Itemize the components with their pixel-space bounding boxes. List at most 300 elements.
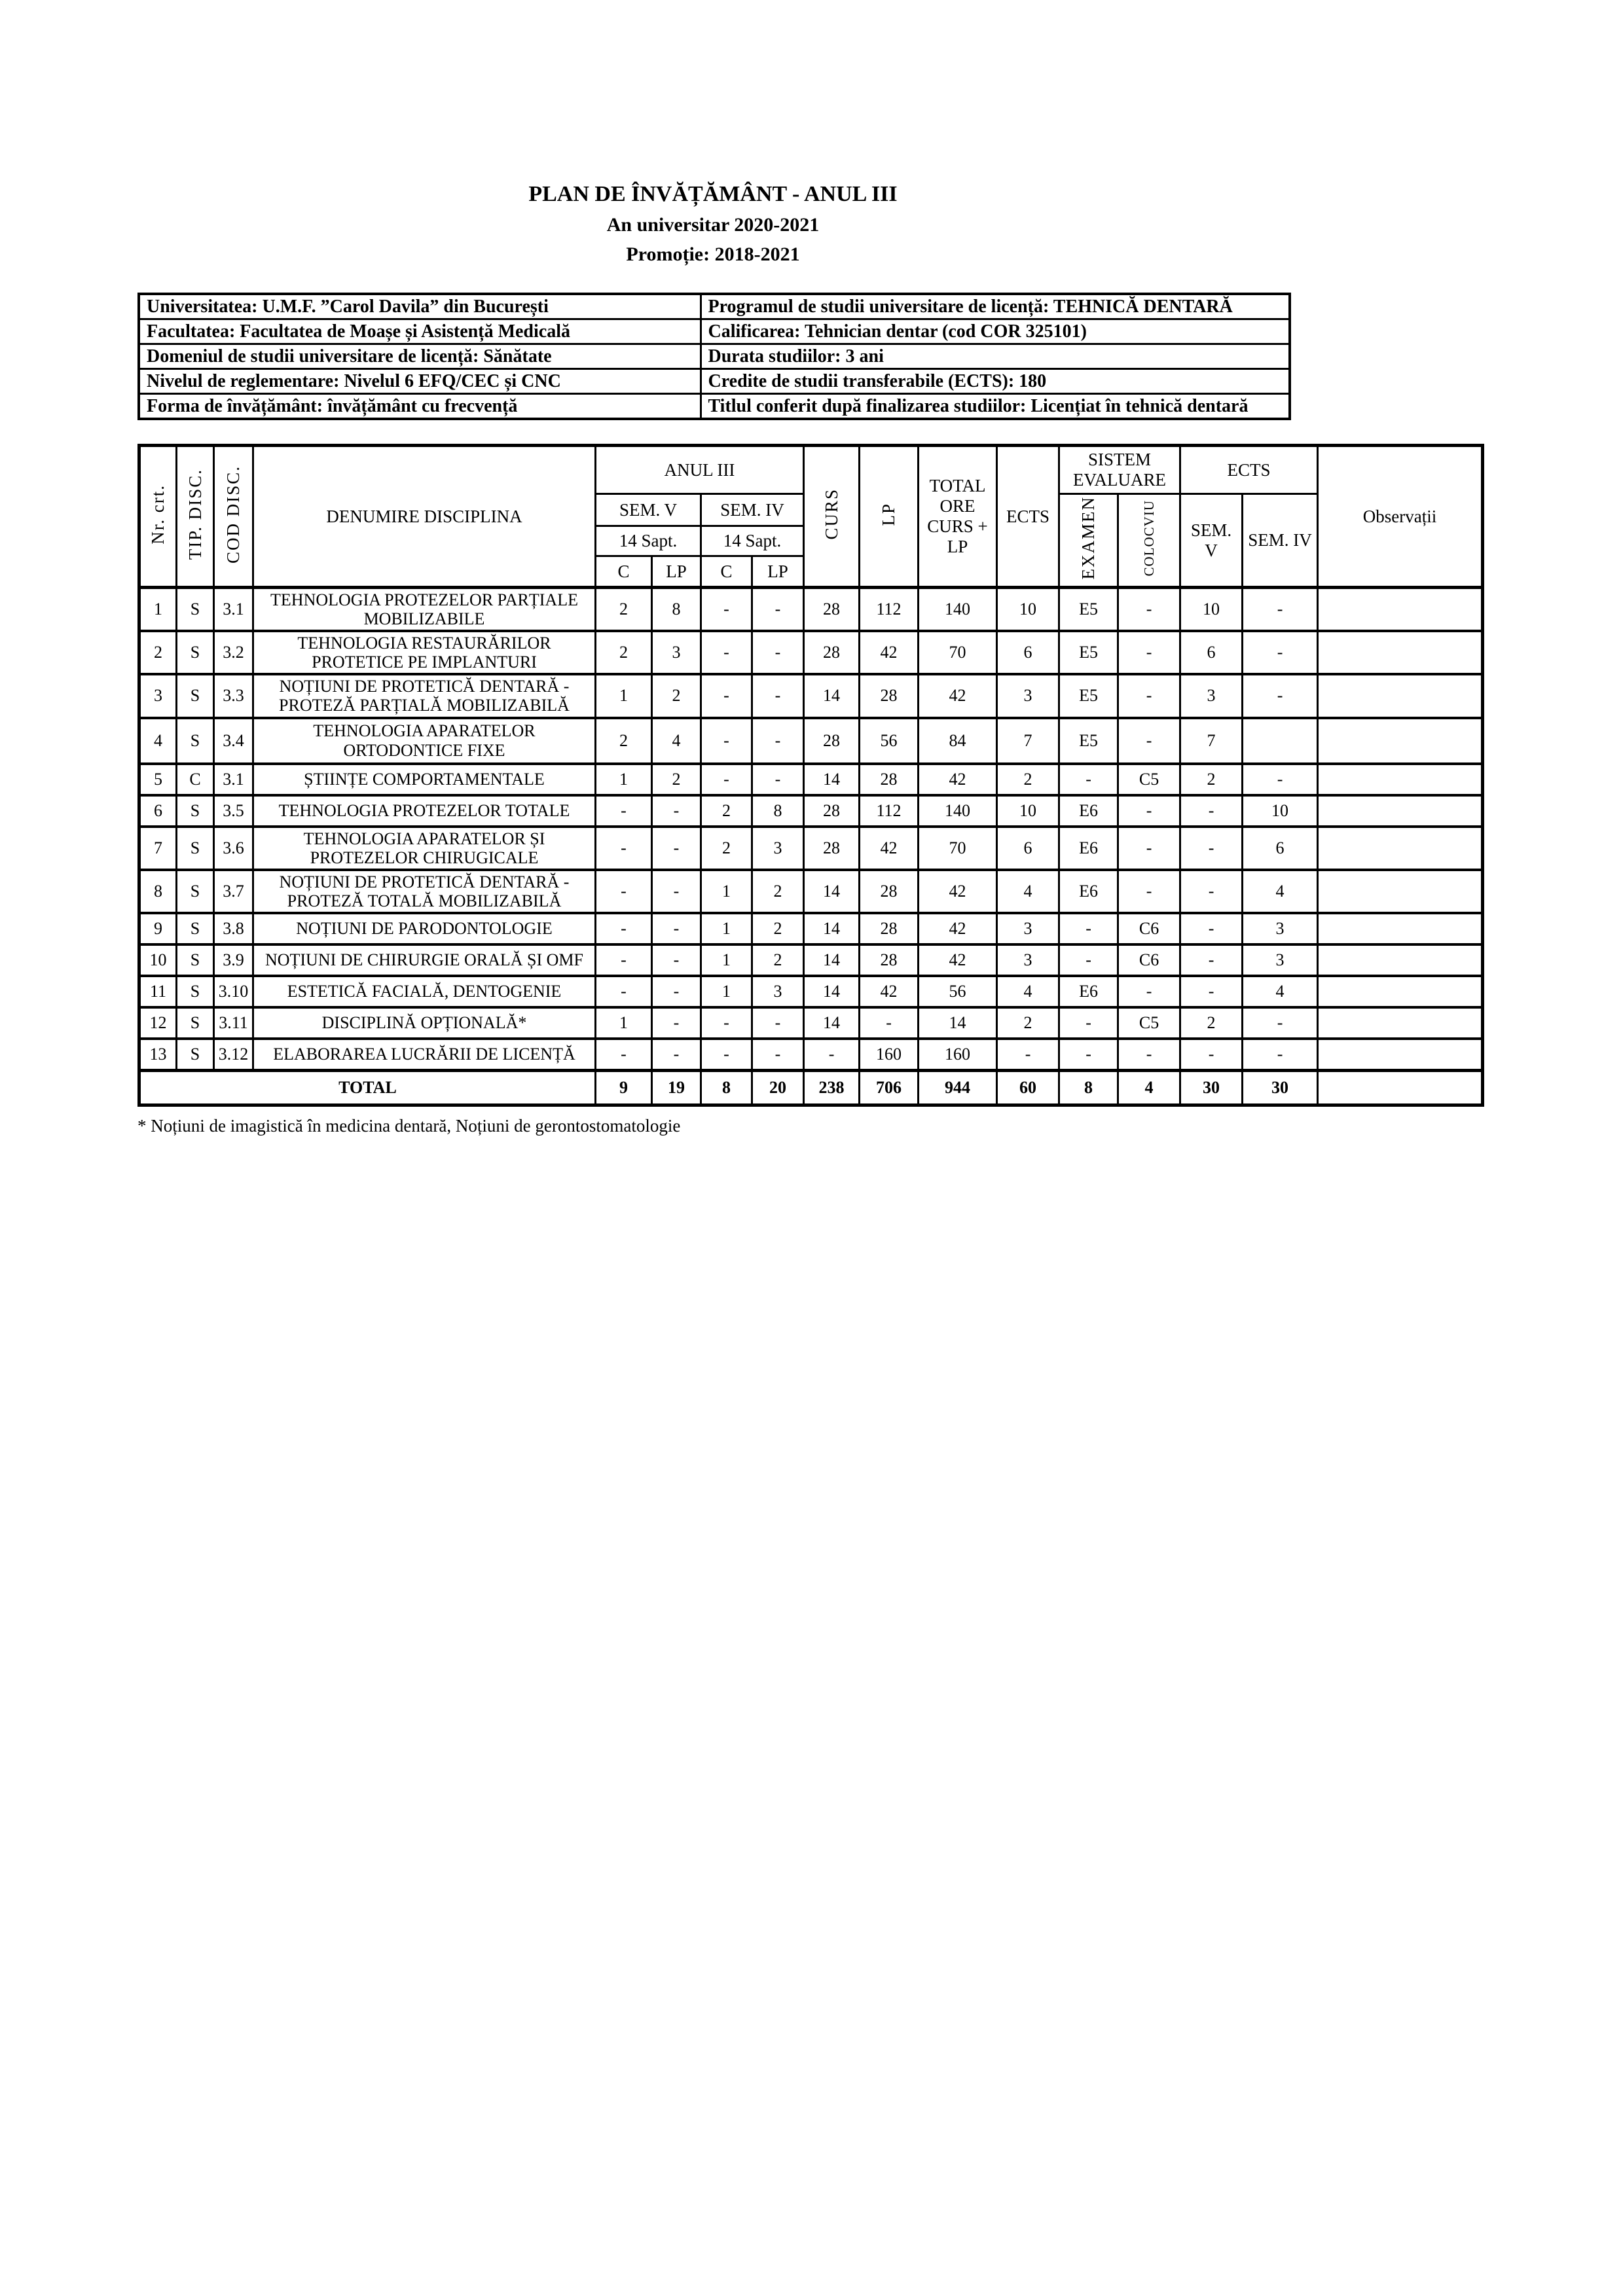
lp-label: LP [879, 502, 899, 526]
cell-denumire: NOȚIUNI DE PARODONTOLOGIE [253, 913, 596, 944]
cell-ects: 2 [997, 1007, 1059, 1039]
cell-examen: - [1059, 913, 1118, 944]
cell-sem-iv-lp: 3 [752, 976, 804, 1007]
cell-sem-iv-c: - [701, 587, 752, 631]
cell-sem-iv-lp: 2 [752, 944, 804, 976]
cell-total-ore-curs-lp: 140 [919, 587, 997, 631]
col-header-sem-v: SEM. V [596, 494, 701, 526]
cell-denumire: NOȚIUNI DE PROTETICĂ DENTARĂ - PROTEZĂ TOTALĂ MOBILIZABILĂ [253, 870, 596, 913]
cell-sem-iv-c: 1 [701, 913, 752, 944]
colocviu-label: COLOCVIU [1140, 499, 1157, 577]
col-header-lp-sem-iv: LP [752, 556, 804, 588]
total-cell-examen: 8 [1059, 1070, 1118, 1105]
cell-observatii [1318, 674, 1483, 717]
subtitle-promotion: Promoție: 2018-2021 [626, 243, 800, 266]
total-cell-ects: 60 [997, 1070, 1059, 1105]
examen-label: EXAMEN [1078, 496, 1099, 580]
info-calificarea: Calificarea: Tehnician dentar (cod COR 325101) [701, 319, 1290, 344]
col-header-sapt-v: 14 Sapt. [596, 526, 701, 556]
cell-examen: - [1059, 1039, 1118, 1071]
table-row [139, 587, 1483, 631]
cell-sem-iv-lp: - [752, 718, 804, 764]
cell-curs: 14 [804, 944, 860, 976]
cell-sem-v-c: - [596, 870, 652, 913]
col-header-lp-sem-v: LP [652, 556, 701, 588]
cell-ects-sem-iv: 3 [1243, 913, 1318, 944]
cell-observatii [1318, 913, 1483, 944]
cell-tip-disc: S [177, 827, 214, 870]
cell-examen: - [1059, 944, 1118, 976]
cell-observatii [1318, 587, 1483, 631]
cell-sem-v-c: 2 [596, 718, 652, 764]
cell-total-ore-curs-lp: 14 [919, 1007, 997, 1039]
cell-curs: 14 [804, 674, 860, 717]
cell-ects-sem-v: - [1180, 913, 1243, 944]
footnote: * Noțiuni de imagistică în medicina dentară, Noțiuni de gerontostomatologie [137, 1115, 681, 1136]
cell-total-ore-curs-lp: 56 [919, 976, 997, 1007]
cell-examen: E6 [1059, 976, 1118, 1007]
cell-sem-v-lp: - [652, 870, 701, 913]
cell-curs: 28 [804, 718, 860, 764]
cell-sem-iv-c: - [701, 718, 752, 764]
col-header-c-sem-v: C [596, 556, 652, 588]
cell-observatii [1318, 631, 1483, 674]
cell-sem-iv-lp: - [752, 674, 804, 717]
curriculum-table-head [139, 446, 1483, 588]
cell-sem-iv-lp: - [752, 1007, 804, 1039]
cell-tip-disc: S [177, 944, 214, 976]
cell-nr: 5 [139, 764, 177, 795]
cell-denumire: TEHNOLOGIA APARATELOR ORTODONTICE FIXE [253, 718, 596, 764]
cell-observatii [1318, 1007, 1483, 1039]
cell-observatii [1318, 764, 1483, 795]
col-header-tip-disc [177, 446, 214, 588]
cell-cod-disc: 3.4 [214, 718, 253, 764]
cell-total-ore-curs-lp: 42 [919, 944, 997, 976]
cell-ects-sem-iv: 6 [1243, 827, 1318, 870]
curriculum-table [137, 444, 1484, 1107]
cell-sem-iv-lp: 3 [752, 827, 804, 870]
col-header-ects-sem-v: SEM. V [1180, 494, 1243, 588]
subtitle-academic-year: An universitar 2020-2021 [606, 214, 820, 236]
cell-total-ore-curs-lp: 70 [919, 631, 997, 674]
cell-denumire: ELABORAREA LUCRĂRII DE LICENȚĂ [253, 1039, 596, 1071]
cell-sem-iv-c: 1 [701, 976, 752, 1007]
cell-sem-v-lp: - [652, 976, 701, 1007]
info-row [139, 394, 1290, 420]
cell-sem-v-c: - [596, 827, 652, 870]
cell-lp: 112 [860, 587, 919, 631]
info-durata: Durata studiilor: 3 ani [701, 344, 1290, 369]
cell-ects: 2 [997, 764, 1059, 795]
col-header-ects: ECTS [997, 446, 1059, 588]
table-row [139, 913, 1483, 944]
cell-ects: 7 [997, 718, 1059, 764]
cell-tip-disc: C [177, 764, 214, 795]
cell-lp: 42 [860, 631, 919, 674]
info-titlul: Titlul conferit după finalizarea studiilor: Licențiat în tehnică dentară [701, 394, 1290, 420]
cod-disc-label: COD DISC. [223, 465, 243, 564]
cell-sem-v-c: - [596, 944, 652, 976]
table-row [139, 870, 1483, 913]
cell-total-ore-curs-lp: 42 [919, 913, 997, 944]
total-cell-sem-v-c: 9 [596, 1070, 652, 1105]
col-header-sapt-iv: 14 Sapt. [701, 526, 804, 556]
info-credite: Credite de studii transferabile (ECTS): 180 [701, 369, 1290, 394]
total-label: TOTAL [139, 1070, 596, 1105]
cell-cod-disc: 3.8 [214, 913, 253, 944]
total-row [139, 1070, 1483, 1105]
cell-examen: E5 [1059, 674, 1118, 717]
cell-sem-v-c: - [596, 1039, 652, 1071]
cell-ects-sem-iv: - [1243, 631, 1318, 674]
cell-sem-iv-c: - [701, 1039, 752, 1071]
cell-ects-sem-iv: - [1243, 674, 1318, 717]
cell-cod-disc: 3.1 [214, 587, 253, 631]
cell-ects: 10 [997, 795, 1059, 827]
cell-examen: - [1059, 1007, 1118, 1039]
cell-ects: 4 [997, 976, 1059, 1007]
cell-curs: 14 [804, 870, 860, 913]
group-header-anul-iii: ANUL III [596, 446, 804, 494]
info-row [139, 319, 1290, 344]
info-table [137, 293, 1291, 420]
cell-tip-disc: S [177, 870, 214, 913]
cell-lp: 160 [860, 1039, 919, 1071]
cell-ects: 3 [997, 913, 1059, 944]
cell-observatii [1318, 1039, 1483, 1071]
table-row [139, 631, 1483, 674]
cell-colocviu: C5 [1118, 764, 1180, 795]
cell-denumire: NOȚIUNI DE CHIRURGIE ORALĂ ȘI OMF [253, 944, 596, 976]
cell-sem-iv-c: 1 [701, 944, 752, 976]
cell-sem-v-c: - [596, 976, 652, 1007]
cell-lp: 56 [860, 718, 919, 764]
cell-sem-iv-lp: - [752, 631, 804, 674]
cell-sem-v-lp: 4 [652, 718, 701, 764]
total-cell-observatii [1318, 1070, 1483, 1105]
cell-sem-v-lp: - [652, 1039, 701, 1071]
cell-observatii [1318, 795, 1483, 827]
col-header-curs [804, 446, 860, 588]
cell-denumire: TEHNOLOGIA APARATELOR ȘI PROTEZELOR CHIRUGICALE [253, 827, 596, 870]
cell-colocviu: - [1118, 587, 1180, 631]
cell-ects: 4 [997, 870, 1059, 913]
info-program-studii: Programul de studii universitare de licență: TEHNICĂ DENTARĂ [701, 294, 1290, 319]
cell-lp: 28 [860, 944, 919, 976]
total-cell-ects-sem-iv: 30 [1243, 1070, 1318, 1105]
cell-sem-v-c: 1 [596, 674, 652, 717]
cell-nr: 6 [139, 795, 177, 827]
cell-nr: 2 [139, 631, 177, 674]
col-header-c-sem-iv: C [701, 556, 752, 588]
cell-curs: 14 [804, 1007, 860, 1039]
cell-nr: 1 [139, 587, 177, 631]
cell-lp: 42 [860, 976, 919, 1007]
cell-curs: 14 [804, 976, 860, 1007]
cell-sem-iv-lp: - [752, 1039, 804, 1071]
col-header-ects-sem-iv: SEM. IV [1243, 494, 1318, 588]
cell-denumire: NOȚIUNI DE PROTETICĂ DENTARĂ - PROTEZĂ PARȚIALĂ MOBILIZABILĂ [253, 674, 596, 717]
cell-total-ore-curs-lp: 42 [919, 870, 997, 913]
total-cell-sem-iv-lp: 20 [752, 1070, 804, 1105]
cell-nr: 12 [139, 1007, 177, 1039]
cell-tip-disc: S [177, 913, 214, 944]
cell-cod-disc: 3.12 [214, 1039, 253, 1071]
cell-sem-iv-c: - [701, 1007, 752, 1039]
group-header-ects: ECTS [1180, 446, 1318, 494]
cell-colocviu: C5 [1118, 1007, 1180, 1039]
cell-curs: 28 [804, 631, 860, 674]
cell-curs: 28 [804, 827, 860, 870]
cell-sem-v-c: 1 [596, 764, 652, 795]
cell-curs: - [804, 1039, 860, 1071]
nr-crt-label: Nr. crt. [148, 484, 168, 545]
cell-sem-v-lp: 3 [652, 631, 701, 674]
cell-observatii [1318, 976, 1483, 1007]
table-row [139, 976, 1483, 1007]
tip-disc-label: TIP. DISC. [185, 469, 205, 560]
cell-ects: 6 [997, 631, 1059, 674]
cell-ects: 3 [997, 944, 1059, 976]
cell-cod-disc: 3.10 [214, 976, 253, 1007]
cell-sem-v-c: - [596, 795, 652, 827]
cell-ects-sem-iv: - [1243, 1039, 1318, 1071]
cell-ects-sem-iv: - [1243, 587, 1318, 631]
total-cell-curs: 238 [804, 1070, 860, 1105]
cell-curs: 14 [804, 913, 860, 944]
cell-ects-sem-iv: 10 [1243, 795, 1318, 827]
cell-ects-sem-iv: 4 [1243, 870, 1318, 913]
total-cell-total-ore-curs-lp: 944 [919, 1070, 997, 1105]
cell-observatii [1318, 718, 1483, 764]
cell-sem-v-lp: - [652, 1007, 701, 1039]
col-header-colocviu [1118, 494, 1180, 588]
cell-tip-disc: S [177, 674, 214, 717]
cell-sem-v-lp: - [652, 795, 701, 827]
cell-colocviu: - [1118, 976, 1180, 1007]
cell-nr: 4 [139, 718, 177, 764]
cell-ects-sem-iv: 4 [1243, 976, 1318, 1007]
cell-cod-disc: 3.1 [214, 764, 253, 795]
document-header [137, 182, 1288, 265]
col-header-sem-iv: SEM. IV [701, 494, 804, 526]
col-header-examen [1059, 494, 1118, 588]
cell-ects-sem-v: 3 [1180, 674, 1243, 717]
cell-nr: 13 [139, 1039, 177, 1071]
cell-tip-disc: S [177, 1039, 214, 1071]
col-header-total-ore: TOTAL ORE CURS + LP [919, 446, 997, 588]
cell-ects-sem-iv: - [1243, 764, 1318, 795]
cell-sem-iv-lp: 8 [752, 795, 804, 827]
cell-lp: - [860, 1007, 919, 1039]
cell-ects-sem-v: 2 [1180, 1007, 1243, 1039]
cell-tip-disc: S [177, 976, 214, 1007]
cell-sem-iv-lp: - [752, 587, 804, 631]
info-row [139, 344, 1290, 369]
cell-ects-sem-v: - [1180, 870, 1243, 913]
table-row [139, 1007, 1483, 1039]
cell-sem-iv-c: 1 [701, 870, 752, 913]
cell-examen: E6 [1059, 795, 1118, 827]
cell-ects-sem-v: - [1180, 944, 1243, 976]
cell-total-ore-curs-lp: 160 [919, 1039, 997, 1071]
cell-examen: E5 [1059, 631, 1118, 674]
table-row [139, 764, 1483, 795]
cell-tip-disc: S [177, 587, 214, 631]
cell-cod-disc: 3.9 [214, 944, 253, 976]
curriculum-table-body [139, 587, 1483, 1105]
cell-sem-v-lp: - [652, 913, 701, 944]
cell-colocviu: - [1118, 674, 1180, 717]
cell-nr: 7 [139, 827, 177, 870]
cell-total-ore-curs-lp: 42 [919, 674, 997, 717]
cell-nr: 10 [139, 944, 177, 976]
cell-colocviu: - [1118, 1039, 1180, 1071]
table-row [139, 795, 1483, 827]
info-row [139, 294, 1290, 319]
cell-ects-sem-iv: 3 [1243, 944, 1318, 976]
cell-colocviu: - [1118, 827, 1180, 870]
cell-examen: E5 [1059, 587, 1118, 631]
cell-sem-v-c: - [596, 913, 652, 944]
cell-lp: 28 [860, 674, 919, 717]
col-header-lp [860, 446, 919, 588]
cell-observatii [1318, 944, 1483, 976]
cell-cod-disc: 3.11 [214, 1007, 253, 1039]
table-row [139, 827, 1483, 870]
cell-observatii [1318, 870, 1483, 913]
cell-denumire: ȘTIINȚE COMPORTAMENTALE [253, 764, 596, 795]
info-nivelul: Nivelul de reglementare: Nivelul 6 EFQ/CEC și CNC [139, 369, 701, 394]
cell-sem-v-lp: 2 [652, 764, 701, 795]
total-cell-ects-sem-v: 30 [1180, 1070, 1243, 1105]
table-row [139, 1039, 1483, 1071]
total-cell-colocviu: 4 [1118, 1070, 1180, 1105]
cell-colocviu: - [1118, 631, 1180, 674]
cell-nr: 9 [139, 913, 177, 944]
col-header-nr-crt [139, 446, 177, 588]
col-header-denumire: DENUMIRE DISCIPLINA [253, 446, 596, 588]
table-row [139, 944, 1483, 976]
group-header-sistem-evaluare: SISTEM EVALUARE [1059, 446, 1180, 494]
cell-colocviu: - [1118, 795, 1180, 827]
cell-tip-disc: S [177, 718, 214, 764]
cell-total-ore-curs-lp: 42 [919, 764, 997, 795]
cell-curs: 28 [804, 795, 860, 827]
cell-denumire: ESTETICĂ FACIALĂ, DENTOGENIE [253, 976, 596, 1007]
cell-examen: E6 [1059, 827, 1118, 870]
col-header-observatii: Observații [1318, 446, 1483, 588]
cell-total-ore-curs-lp: 140 [919, 795, 997, 827]
cell-lp: 112 [860, 795, 919, 827]
cell-nr: 11 [139, 976, 177, 1007]
cell-sem-iv-lp: 2 [752, 870, 804, 913]
cell-ects: 6 [997, 827, 1059, 870]
info-facultatea: Facultatea: Facultatea de Moașe și Asistență Medicală [139, 319, 701, 344]
info-forma: Forma de învățământ: învățământ cu frecvență [139, 394, 701, 420]
cell-nr: 3 [139, 674, 177, 717]
table-row [139, 674, 1483, 717]
cell-sem-v-lp: 8 [652, 587, 701, 631]
cell-total-ore-curs-lp: 70 [919, 827, 997, 870]
cell-observatii [1318, 827, 1483, 870]
curs-label: CURS [821, 488, 841, 540]
cell-sem-iv-lp: 2 [752, 913, 804, 944]
cell-ects: - [997, 1039, 1059, 1071]
page-title: PLAN DE ÎNVĂȚĂMÂNT - ANUL III [528, 182, 898, 206]
cell-total-ore-curs-lp: 84 [919, 718, 997, 764]
cell-tip-disc: S [177, 1007, 214, 1039]
cell-ects-sem-iv [1243, 718, 1318, 764]
info-domeniul: Domeniul de studii universitare de licență: Sănătate [139, 344, 701, 369]
cell-ects-sem-v: 6 [1180, 631, 1243, 674]
total-cell-lp: 706 [860, 1070, 919, 1105]
cell-cod-disc: 3.7 [214, 870, 253, 913]
cell-ects-sem-v: - [1180, 795, 1243, 827]
cell-tip-disc: S [177, 795, 214, 827]
cell-curs: 28 [804, 587, 860, 631]
cell-colocviu: - [1118, 718, 1180, 764]
cell-sem-v-c: 2 [596, 631, 652, 674]
cell-sem-iv-c: 2 [701, 827, 752, 870]
cell-sem-v-lp: - [652, 827, 701, 870]
cell-lp: 28 [860, 870, 919, 913]
cell-colocviu: - [1118, 870, 1180, 913]
cell-ects-sem-v: 10 [1180, 587, 1243, 631]
cell-sem-iv-c: 2 [701, 795, 752, 827]
cell-nr: 8 [139, 870, 177, 913]
cell-ects-sem-v: 7 [1180, 718, 1243, 764]
cell-ects: 3 [997, 674, 1059, 717]
cell-sem-iv-c: - [701, 764, 752, 795]
cell-ects-sem-v: - [1180, 1039, 1243, 1071]
cell-cod-disc: 3.5 [214, 795, 253, 827]
cell-sem-v-lp: 2 [652, 674, 701, 717]
cell-lp: 28 [860, 764, 919, 795]
cell-sem-v-c: 2 [596, 587, 652, 631]
cell-denumire: TEHNOLOGIA RESTAURĂRILOR PROTETICE PE IMPLANTURI [253, 631, 596, 674]
cell-ects: 10 [997, 587, 1059, 631]
total-cell-sem-iv-c: 8 [701, 1070, 752, 1105]
cell-examen: E6 [1059, 870, 1118, 913]
table-row [139, 718, 1483, 764]
cell-cod-disc: 3.6 [214, 827, 253, 870]
cell-sem-iv-lp: - [752, 764, 804, 795]
cell-cod-disc: 3.3 [214, 674, 253, 717]
cell-cod-disc: 3.2 [214, 631, 253, 674]
cell-tip-disc: S [177, 631, 214, 674]
cell-lp: 28 [860, 913, 919, 944]
cell-colocviu: C6 [1118, 944, 1180, 976]
cell-curs: 14 [804, 764, 860, 795]
cell-sem-v-lp: - [652, 944, 701, 976]
cell-denumire: TEHNOLOGIA PROTEZELOR TOTALE [253, 795, 596, 827]
info-row [139, 369, 1290, 394]
info-universitatea: Universitatea: U.M.F. ”Carol Davila” din București [139, 294, 701, 319]
cell-examen: - [1059, 764, 1118, 795]
cell-denumire: DISCIPLINĂ OPȚIONALĂ* [253, 1007, 596, 1039]
col-header-cod-disc [214, 446, 253, 588]
cell-sem-iv-c: - [701, 674, 752, 717]
document-sheet [137, 182, 1486, 1136]
cell-sem-v-c: 1 [596, 1007, 652, 1039]
cell-denumire: TEHNOLOGIA PROTEZELOR PARȚIALE MOBILIZABILE [253, 587, 596, 631]
cell-sem-iv-c: - [701, 631, 752, 674]
cell-lp: 42 [860, 827, 919, 870]
cell-ects-sem-v: - [1180, 827, 1243, 870]
total-cell-sem-v-lp: 19 [652, 1070, 701, 1105]
